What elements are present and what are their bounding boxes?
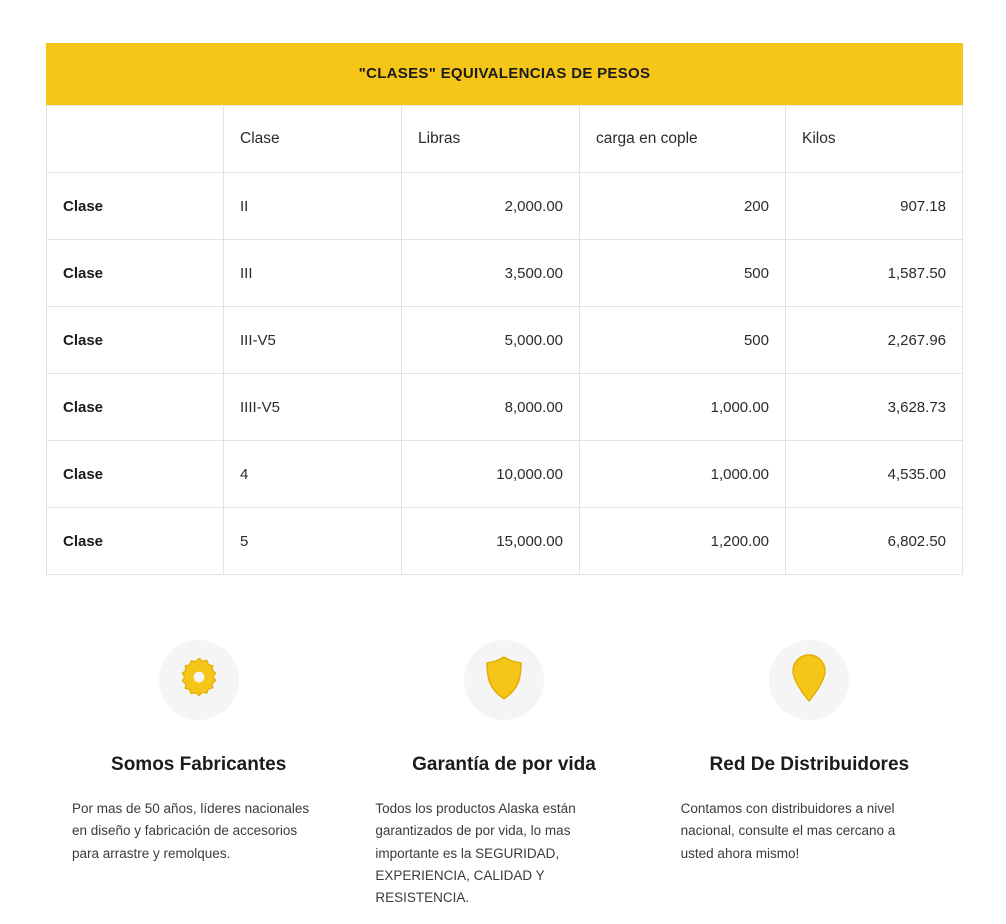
feature-red-de-distribuidores [657, 640, 962, 909]
cell-libras: 3,500.00 [402, 240, 580, 307]
feature-title: Garantía de por vida [412, 754, 596, 775]
cell-clase: 4 [224, 441, 402, 508]
cell-clase: IIII-V5 [224, 374, 402, 441]
column-header-clase: Clase [224, 106, 402, 173]
cell-kilos: 3,628.73 [786, 374, 963, 441]
feature-text: Contamos con distribuidores a nivel nacional, consulte el mas cercano a usted ahora mismo! [680, 801, 896, 861]
cell-clase: III-V5 [224, 307, 402, 374]
column-header-carga-en-cople: carga en cople [580, 106, 786, 173]
gear-icon [176, 655, 222, 706]
cell-row-label: Clase [47, 374, 224, 441]
cell-row-label: Clase [47, 441, 224, 508]
cell-clase: III [224, 240, 402, 307]
column-header-blank [47, 106, 224, 173]
table-row [47, 307, 963, 374]
shield-icon [482, 654, 526, 707]
feature-title: Red De Distribuidores [709, 754, 910, 775]
cell-carga-en-cople: 1,200.00 [580, 508, 786, 575]
feature-icon-badge [769, 640, 849, 720]
cell-libras: 5,000.00 [402, 307, 580, 374]
cell-libras: 15,000.00 [402, 508, 580, 575]
table-header-row [47, 106, 963, 173]
cell-row-label: Clase [47, 508, 224, 575]
cell-carga-en-cople: 500 [580, 240, 786, 307]
cell-kilos: 907.18 [786, 173, 963, 240]
cell-row-label: Clase [47, 240, 224, 307]
table-row [47, 441, 963, 508]
cell-libras: 8,000.00 [402, 374, 580, 441]
cell-clase: 5 [224, 508, 402, 575]
equivalences-table-container [46, 43, 962, 575]
cell-carga-en-cople: 1,000.00 [580, 374, 786, 441]
feature-text: Por mas de 50 años, líderes nacionales en diseño y fabricación de accesorios para arrastre y remolques. [72, 801, 310, 861]
map-pin-icon [789, 652, 829, 709]
cell-kilos: 2,267.96 [786, 307, 963, 374]
cell-libras: 2,000.00 [402, 173, 580, 240]
cell-carga-en-cople: 500 [580, 307, 786, 374]
feature-icon-badge [159, 640, 239, 720]
cell-libras: 10,000.00 [402, 441, 580, 508]
table-row [47, 240, 963, 307]
feature-garantia-de-por-vida [351, 640, 656, 909]
cell-row-label: Clase [47, 307, 224, 374]
table-header [47, 106, 963, 173]
features-section [46, 640, 962, 909]
equivalences-table [46, 43, 963, 575]
cell-kilos: 4,535.00 [786, 441, 963, 508]
feature-title: Somos Fabricantes [111, 754, 287, 775]
cell-kilos: 1,587.50 [786, 240, 963, 307]
table-row [47, 508, 963, 575]
cell-clase: II [224, 173, 402, 240]
feature-text: Todos los productos Alaska están garantizados de por vida, lo mas importante es la SEGURIDAD, EXPERIENCIA, CALIDAD Y RESISTENCIA. [375, 801, 576, 906]
cell-carga-en-cople: 200 [580, 173, 786, 240]
feature-somos-fabricantes [46, 640, 351, 909]
column-header-kilos: Kilos [786, 106, 963, 173]
feature-icon-badge [464, 640, 544, 720]
cell-carga-en-cople: 1,000.00 [580, 441, 786, 508]
table-row [47, 374, 963, 441]
table-title: "CLASES" EQUIVALENCIAS DE PESOS [46, 43, 963, 105]
cell-kilos: 6,802.50 [786, 508, 963, 575]
cell-row-label: Clase [47, 173, 224, 240]
column-header-libras: Libras [402, 106, 580, 173]
table-row [47, 173, 963, 240]
table-body [47, 173, 963, 575]
